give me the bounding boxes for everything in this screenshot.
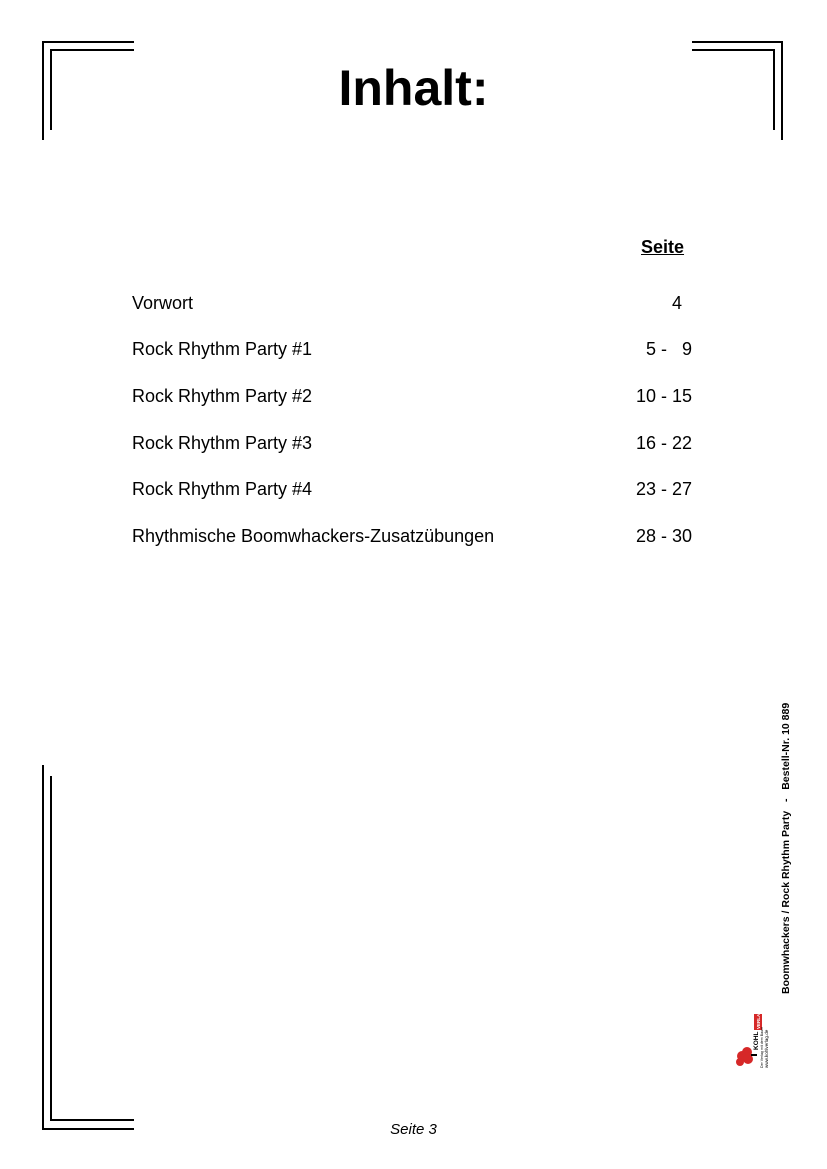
toc-entry-title: Rock Rhythm Party #3 (132, 433, 313, 453)
publisher-badge: VERLAG (756, 1010, 761, 1029)
toc-entry-pages: 10 - 15 (635, 386, 692, 406)
toc-entry-title: Vorwort (132, 293, 194, 313)
toc-entry-pages: 5 - 9 (645, 339, 692, 359)
toc-entry-pages: 16 - 22 (635, 433, 692, 453)
publisher-name: KOHL (753, 1031, 760, 1050)
page-column-header: Seite (641, 237, 685, 257)
toc-entry-title: Rock Rhythm Party #2 (132, 386, 313, 406)
publisher-url: www.kohlverlag.de (764, 1029, 769, 1068)
toc-entry-title: Rock Rhythm Party #4 (132, 479, 313, 499)
kohl-verlag-logo-icon (734, 1000, 768, 1070)
toc-entry-pages: 23 - 27 (635, 479, 692, 499)
toc-entry-title: Rhythmische Boomwhackers-Zusatzübungen (132, 526, 495, 546)
page-number-footer: Seite 3 (390, 1121, 437, 1138)
toc-entry-pages: 28 - 30 (635, 526, 692, 546)
toc-entry-title: Rock Rhythm Party #1 (132, 339, 313, 359)
publisher-logo (734, 1000, 768, 1070)
toc-entry-pages: 4 (671, 293, 692, 313)
page-title: Inhalt: (338, 60, 489, 116)
publisher-tagline: Der Verlag mit dem Baum (760, 1026, 764, 1068)
order-number-reference: Boomwhackers / Rock Rhythm Party - Bestell-Nr. 10 889 (780, 702, 792, 994)
